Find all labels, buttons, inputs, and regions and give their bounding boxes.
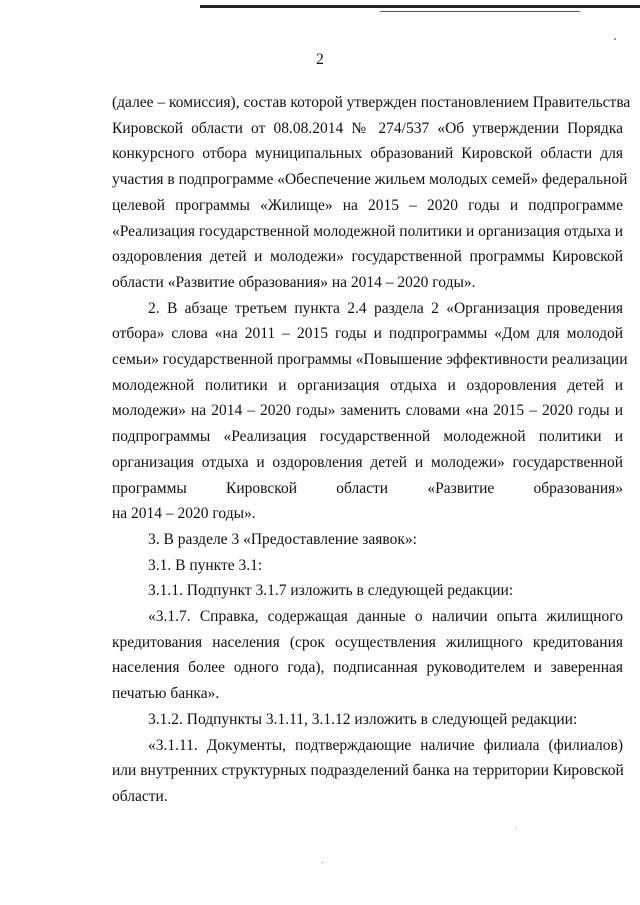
text-line: молодежной политики и организация отдыха и оздоровления детей и (112, 376, 623, 394)
paragraph-item-3-1-11-quote (112, 733, 623, 810)
paragraph-item-3 (112, 527, 623, 553)
text-line: подпрограммы «Реализация государственной молодежной политики и (112, 428, 623, 446)
text-line: конкурсного отбора муниципальных образований Кировской области для (112, 145, 623, 163)
text-line: населения более одного года), подписанная руководителем и заверенная (112, 659, 623, 677)
scan-speck (515, 828, 516, 829)
text-line: 2. В абзаце третьем пункта 2.4 раздела 2 «Организация проведения (148, 299, 623, 317)
text-line: оздоровления детей и молодежи» государственной программы Кировской (112, 248, 623, 266)
text-line: «Реализация государственной молодежной политики и организация отдыха и (112, 222, 624, 240)
paragraph-item-2 (112, 296, 628, 527)
text-line: на 2014 – 2020 годы». (112, 505, 256, 523)
text-line: (далее – комиссия), состав которой утвержден постановлением Правительства (112, 94, 631, 111)
text-line: области. (112, 787, 168, 805)
scan-top-border-shadow (380, 11, 580, 12)
text-line: участия в подпрограмме «Обеспечение жильем молодых семей» федеральной (112, 171, 628, 189)
text-line: молодежи» на 2014 – 2020 годы» заменить словами «на 2015 – 2020 годы и (112, 402, 623, 420)
paragraph-item-3-1-2 (112, 707, 623, 733)
text-line: целевой программы «Жилище» на 2015 – 2020 годы и подпрограмме (112, 196, 623, 214)
text-line: семьи» государственной программы «Повышение эффективности реализации (112, 351, 628, 369)
text-line: отбора» слова «на 2011 – 2015 годы и подпрограммы «Дом для молодой (112, 325, 623, 343)
text-line: 3.1.1. Подпункт 3.1.7 изложить в следующей редакции: (148, 582, 514, 600)
text-line: 3.1. В пункте 3.1: (148, 556, 263, 574)
text-line: области «Развитие образования» на 2014 – 2020 годы». (112, 273, 476, 291)
text-line: программы Кировской области «Развитие образования» (112, 479, 623, 497)
text-line: кредитования населения (срок осуществления жилищного кредитования (112, 633, 623, 651)
text-line: 3. В разделе 3 «Предоставление заявок»: (148, 530, 417, 548)
text-line: или внутренних структурных подразделений банка на территории Кировской (112, 762, 624, 780)
text-line: печатью банка». (112, 685, 220, 703)
scan-speck (322, 862, 323, 863)
paragraph-item-3-1 (112, 553, 623, 579)
document-body (112, 90, 631, 810)
scan-top-border (200, 5, 640, 8)
text-line: «3.1.7. Справка, содержащая данные о наличии опыта жилищного (148, 608, 623, 626)
scan-speck (614, 38, 616, 40)
text-line: «3.1.11. Документы, подтверждающие наличие филиала (филиалов) (148, 736, 623, 754)
paragraph-commission-composition (112, 90, 631, 296)
text-line: организация отдыха и оздоровления детей и молодежи» государственной (112, 453, 623, 471)
text-line: Кировской области от 08.08.2014 № 274/537 «Об утверждении Порядка (112, 119, 623, 137)
paragraph-item-3-1-1 (112, 578, 623, 604)
page-number: 2 (316, 51, 324, 68)
text-line: 3.1.2. Подпункты 3.1.11, 3.1.12 изложить в следующей редакции: (148, 710, 578, 728)
paragraph-item-3-1-7-quote (112, 604, 623, 707)
